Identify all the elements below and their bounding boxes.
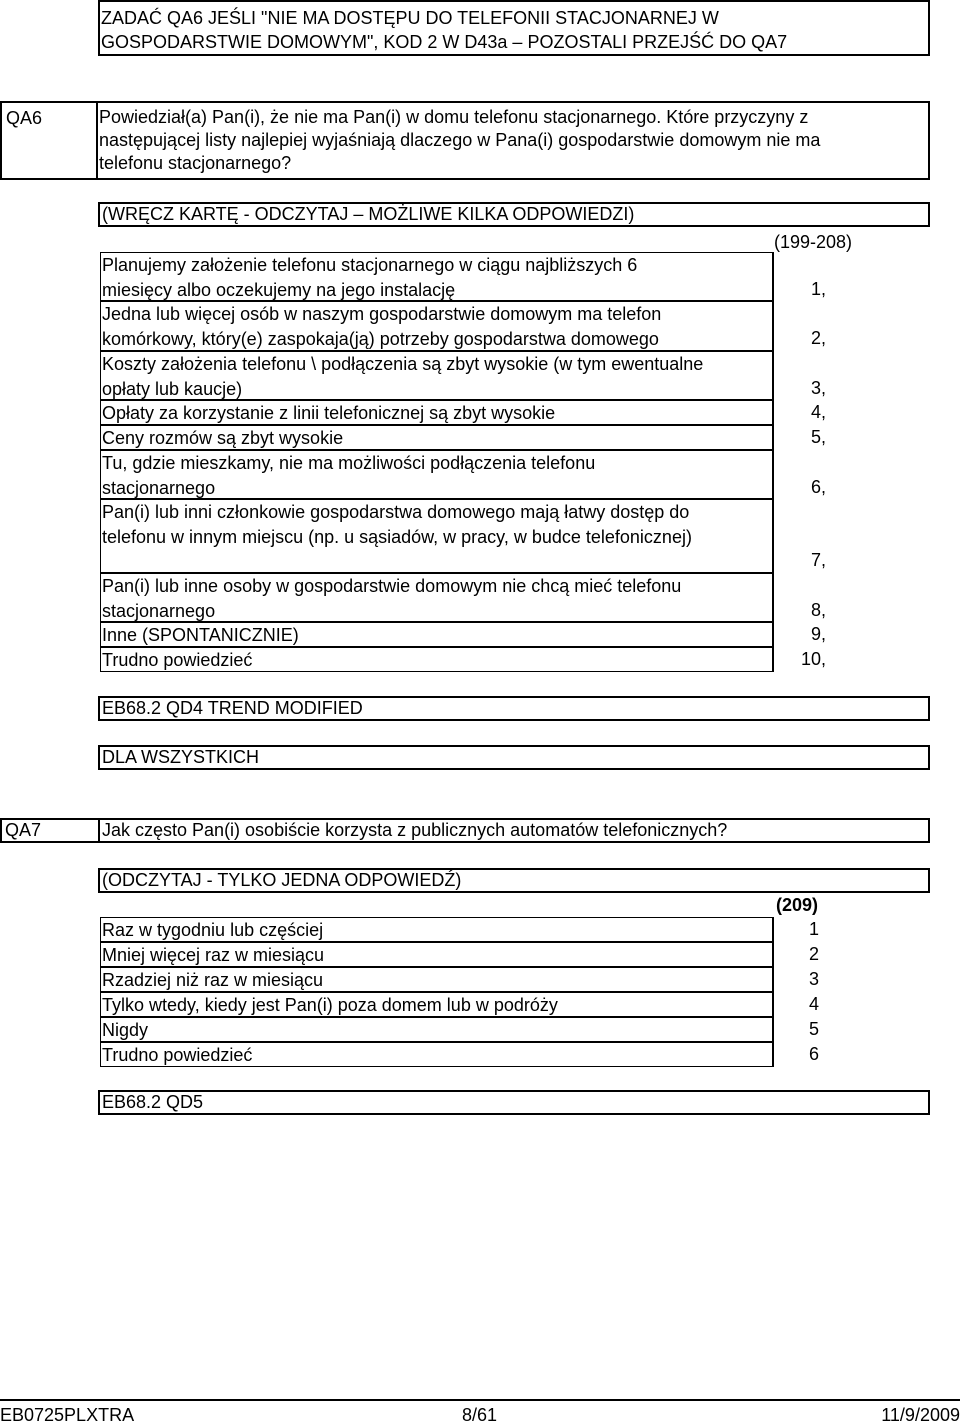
qa6-option-row — [100, 647, 774, 672]
qa6-option-code: 1, — [810, 279, 826, 299]
qa6-question-line-3: telefonu stacjonarnego? — [99, 153, 292, 173]
qa7-option-row — [100, 942, 774, 967]
qa7-option-text: Trudno powiedzieć — [102, 1045, 253, 1065]
qa7-instruction: (ODCZYTAJ - TYLKO JEDNA ODPOWIEDŹ) — [98, 868, 930, 893]
qa6-option-text-line-1: Koszty założenia telefonu \ podłączenia są zbyt wysokie (w tym ewentualne — [102, 354, 704, 374]
qa6-option-row — [100, 450, 774, 499]
qa6-option-text-line-1: Jedna lub więcej osób w naszym gospodarstwie domowym ma telefon — [102, 304, 662, 324]
qa7-option-code: 1 — [808, 919, 819, 939]
qa7-label-box — [0, 818, 60, 843]
qa6-label-box — [0, 101, 98, 180]
qa6-option-code: 3, — [810, 378, 826, 398]
qa7-question-text: Jak często Pan(i) osobiście korzysta z publicznych automatów telefonicznych? — [102, 820, 728, 840]
footer-page-number: 8/61 — [462, 1405, 498, 1425]
qa7-option-row — [100, 1017, 774, 1042]
qa7-option-text: Mniej więcej raz w miesiącu — [102, 945, 325, 965]
qa6-option-code: 10, — [800, 649, 826, 669]
qa6-option-row — [100, 400, 774, 425]
qa7-option-code: 5 — [808, 1019, 819, 1039]
qa6-question-line-2: następującej listy najlepiej wyjaśniają dlaczego w Pana(i) gospodarstwie domowym nie ma — [99, 130, 821, 150]
qa6-option-text-line-1: Inne (SPONTANICZNIE) — [102, 625, 299, 645]
qa6-option-row — [100, 351, 774, 400]
qa7-option-row — [100, 917, 774, 942]
qa7-option-code: 2 — [808, 944, 819, 964]
qa7-option-text: Nigdy — [102, 1020, 149, 1040]
qa6-option-text-line-2: telefonu w innym miejscu (np. u sąsiadów, w pracy, w budce telefonicznej) — [102, 527, 692, 547]
qa6-label: QA6 — [6, 108, 43, 128]
qa6-option-row — [100, 252, 774, 301]
qa6-option-code: 5, — [810, 427, 826, 447]
trend-box-qd5: EB68.2 QD5 — [98, 1090, 930, 1115]
qa6-option-text-line-1: Tu, gdzie mieszkamy, nie ma możliwości podłączenia telefonu — [102, 453, 596, 473]
qa6-option-row — [100, 301, 774, 351]
qa7-option-row — [100, 967, 774, 992]
qa6-option-text-line-2: opłaty lub kaucje) — [102, 379, 243, 399]
qa6-option-text-line-2: stacjonarnego — [102, 601, 216, 621]
qa6-option-code: 8, — [810, 600, 826, 620]
qa6-option-text-line-1: Trudno powiedzieć — [102, 650, 253, 670]
qa6-option-text-line-1: Ceny rozmów są zbyt wysokie — [102, 428, 344, 448]
qa7-option-text: Tylko wtedy, kiedy jest Pan(i) poza domem lub w podróży — [102, 995, 558, 1015]
qa7-option-row — [100, 1042, 774, 1067]
qa7-option-code: 3 — [808, 969, 819, 989]
qa6-option-text-line-2: stacjonarnego — [102, 478, 216, 498]
qa6-question-line-1: Powiedział(a) Pan(i), że nie ma Pan(i) w domu telefonu stacjonarnego. Które przyczyny z — [99, 107, 809, 127]
qa7-column-codes: (209) — [776, 895, 819, 915]
qa6-option-text-line-1: Opłaty za korzystanie z linii telefonicznej są zbyt wysokie — [102, 403, 556, 423]
qa7-option-text: Raz w tygodniu lub częściej — [102, 920, 324, 940]
qa6-option-row — [100, 425, 774, 450]
qa7-question-box — [98, 818, 930, 843]
qa6-question-box — [98, 101, 930, 180]
qa6-option-text-line-1: Planujemy założenie telefonu stacjonarnego w ciągu najbliższych 6 — [102, 255, 638, 275]
qa6-option-code: 6, — [810, 477, 826, 497]
qa6-option-code: 4, — [810, 402, 826, 422]
qa7-option-text: Rzadziej niż raz w miesiącu — [102, 970, 324, 990]
dla-wszystkich-box: DLA WSZYSTKICH — [98, 745, 930, 770]
qa6-option-code: 2, — [810, 328, 826, 348]
qa7-label-gap — [60, 818, 98, 843]
qa6-option-row — [100, 622, 774, 647]
qa6-option-text-line-1: Pan(i) lub inne osoby w gospodarstwie domowym nie chcą mieć telefonu — [102, 576, 682, 596]
trend-box-qd4: EB68.2 QD4 TREND MODIFIED — [98, 696, 930, 721]
qa7-option-row — [100, 992, 774, 1017]
qa7-label: QA7 — [5, 820, 42, 840]
qa7-option-code: 6 — [808, 1044, 819, 1064]
qa6-option-text-line-2: komórkowy, który(e) zaspokaja(ją) potrzeby gospodarstwa domowego — [102, 329, 659, 349]
routing-box — [98, 0, 930, 56]
routing-line-2: GOSPODARSTWIE DOMOWYM", KOD 2 W D43a – POZOSTALI PRZEJŚĆ DO QA7 — [101, 32, 788, 52]
qa6-option-row — [100, 499, 774, 573]
qa6-option-code: 9, — [810, 624, 826, 644]
routing-line-1: ZADAĆ QA6 JEŚLI "NIE MA DOSTĘPU DO TELEFONII STACJONARNEJ W — [101, 8, 719, 28]
qa7-option-code: 4 — [808, 994, 819, 1014]
qa6-option-code: 7, — [810, 550, 826, 570]
footer-date: 11/9/2009 — [881, 1405, 960, 1425]
qa6-option-text-line-2: miesięcy albo oczekujemy na jego instalację — [102, 280, 456, 300]
footer-rule — [0, 1399, 960, 1401]
qa6-option-text-line-1: Pan(i) lub inni członkowie gospodarstwa domowego mają łatwy dostęp do — [102, 502, 690, 522]
qa6-option-row — [100, 573, 774, 622]
qa6-instruction: (WRĘCZ KARTĘ - ODCZYTAJ – MOŻLIWE KILKA ODPOWIEDZI) — [98, 202, 930, 227]
qa6-column-codes: (199-208) — [774, 232, 853, 252]
footer-doc-id: EB0725PLXTRA — [0, 1405, 135, 1425]
